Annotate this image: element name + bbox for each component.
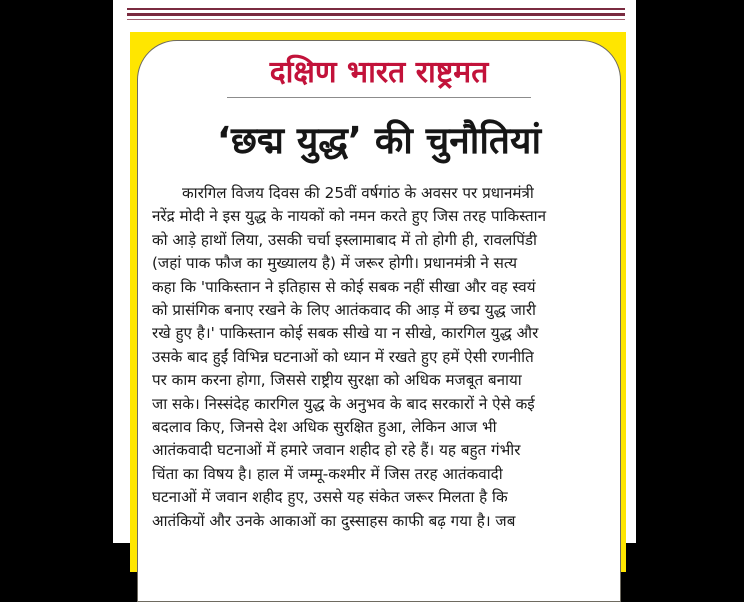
article-line: (जहां पाक फौज का मुख्यालय है) में जरूर होगी। प्रधानमंत्री ने सत्य: [152, 254, 518, 273]
article-line: जा सके। निस्संदेह कारगिल युद्ध के अनुभव के बाद सरकारों ने ऐसे कई: [152, 394, 535, 413]
top-decorative-rules: [127, 8, 625, 18]
article-line: रखे हुए है।' पाकिस्तान कोई सबक सीखे या न सीखे, कारगिल युद्ध और: [152, 324, 539, 343]
article-line: को आड़े हाथों लिया, उसकी चर्चा इस्लामाबाद में तो होगी ही, रावलपिंडी: [152, 230, 537, 249]
article-line: चिंता का विषय है। हाल में जम्मू-कश्मीर में जिस तरह आतंकवादी: [152, 464, 503, 483]
article-body: [152, 182, 612, 533]
article-line: नरेंद्र मोदी ने इस युद्ध के नायकों को नमन करते हुए जिस तरह पाकिस्तान: [152, 207, 547, 226]
article-line: कहा कि 'पाकिस्तान ने इतिहास से कोई सबक नहीं सीखा और वह स्वयं: [152, 277, 536, 296]
rule-line: [127, 19, 625, 20]
article-line: घटनाओं में जवान शहीद हुए, उससे यह संकेत जरूर मिलता है कि: [152, 488, 508, 507]
article-line: पर काम करना होगा, जिससे राष्ट्रीय सुरक्षा को अधिक मजबूत बनाया: [152, 371, 522, 390]
article-line: बदलाव किए, जिनसे देश अधिक सुरक्षित हुआ, लेकिन आज भी: [152, 418, 497, 437]
editorial-panel: [137, 40, 621, 602]
rule-line: [127, 13, 625, 16]
editorial-headline: ‘छद्म युद्ध’ की चुनौतियां: [216, 119, 542, 162]
article-line: कारगिल विजय दिवस की 25वीं वर्षगांठ के अवसर पर प्रधानमंत्री: [182, 184, 534, 202]
rule-line: [127, 8, 625, 10]
article-line: आतंकियों और उनके आकाओं का दुस्साहस काफी बढ़ गया है। जब: [152, 511, 516, 530]
article-line: को प्रासंगिक बनाए रखने के लिए आतंकवाद की आड़ में छद्म युद्ध जारी: [152, 301, 536, 320]
article-line: उसके बाद हुईं विभिन्न घटनाओं को ध्यान में रखते हुए हमें ऐसी रणनीति: [152, 347, 534, 366]
masthead-divider: [227, 97, 531, 98]
article-line: आतंकवादी घटनाओं में हमारे जवान शहीद हो रहे हैं। यह बहुत गंभीर: [152, 441, 521, 460]
newspaper-page: [113, 0, 636, 543]
editorial-box: [130, 32, 626, 572]
newspaper-masthead: दक्षिण भारत राष्ट्रमत: [269, 55, 489, 90]
